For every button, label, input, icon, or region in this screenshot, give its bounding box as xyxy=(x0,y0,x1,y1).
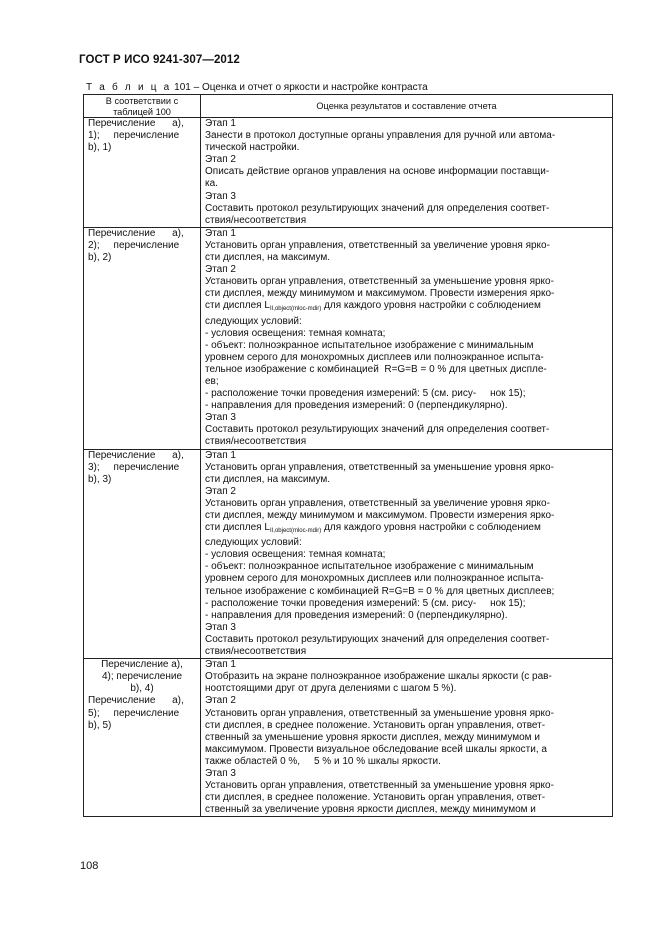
evaluation-line: - расположение точки проведения измерений: 5 (см. рису- нок 15); xyxy=(205,388,526,400)
page-number: 108 xyxy=(80,860,99,872)
evaluation-line: сти дисплея, между минимумом и максимумом. Провести измерения ярко- xyxy=(205,288,555,300)
evaluation-line: Описать действие органов управления на основе информации поставщи- xyxy=(205,166,550,178)
evaluation-line: Установить орган управления, ответственный за уменьшение уровня ярко- xyxy=(205,461,554,473)
evaluation-line: Составить протокол результирующих значений для определения соответ- xyxy=(205,424,550,436)
evaluation-line: Составить протокол результирующих значений для определения соответ- xyxy=(205,202,550,214)
evaluation-line: Отобразить на экране полноэкранное изображение шкалы яркости (с рав- xyxy=(205,671,552,683)
reference-line: b), 4) xyxy=(130,683,154,695)
evaluation-line-text: сти дисплея L xyxy=(205,300,270,312)
evaluation-line: тельное изображение с комбинацией R=G=B = 0 % для цветных дисплеев; xyxy=(205,585,555,597)
caption-prefix: Т а б л и ц а xyxy=(86,82,172,93)
table-header-row xyxy=(84,95,613,118)
evaluation-line: - объект: полноэкранное испытательное изображение с минимальным xyxy=(205,339,534,351)
reference-line: Перечисление а), xyxy=(88,695,184,707)
reference-cell xyxy=(84,227,201,449)
document-header: ГОСТ Р ИСО 9241-307—2012 xyxy=(79,54,240,66)
evaluation-cell xyxy=(201,118,613,228)
evaluation-line: уровнем серого для монохромных дисплеев или полноэкранное испыта- xyxy=(205,351,544,363)
evaluation-line: Этап 3 xyxy=(205,190,236,202)
evaluation-line: следующих условий: xyxy=(205,315,302,327)
reference-line: 2); перечисление xyxy=(88,239,180,251)
evaluation-line: - условия освещения: темная комната; xyxy=(205,327,386,339)
evaluation-line: сти дисплея, на максимум. xyxy=(205,473,331,485)
evaluation-line: сти дисплея, на максимум. xyxy=(205,252,331,264)
evaluation-line: следующих условий: xyxy=(205,537,302,549)
evaluation-line: ствия/несоответствия xyxy=(205,214,307,226)
reference-cell xyxy=(84,118,201,228)
evaluation-line: Этап 3 xyxy=(205,412,236,424)
evaluation-line-text: сти дисплея L xyxy=(205,522,270,534)
evaluation-line-text: для каждого уровня настройки с соблюдением xyxy=(321,300,541,312)
table-row xyxy=(84,659,613,817)
evaluation-line: - направления для проведения измерений: 0 (перпендикулярно). xyxy=(205,400,508,412)
reference-line: b), 5) xyxy=(88,719,112,731)
evaluation-line-text: для каждого уровня настройки с соблюдением xyxy=(321,522,541,534)
evaluation-line: Этап 1 xyxy=(205,227,236,239)
reference-line: 5); перечисление xyxy=(88,707,180,719)
evaluation-cell xyxy=(201,227,613,449)
reference-line: b), 1) xyxy=(88,142,112,154)
evaluation-line: ка. xyxy=(205,178,218,190)
reference-cell xyxy=(84,659,201,817)
reference-line: 1); перечисление xyxy=(88,130,180,142)
reference-line: b), 3) xyxy=(88,473,112,485)
evaluation-line: Этап 1 xyxy=(205,659,236,671)
reference-line: 3); перечисление xyxy=(88,461,180,473)
evaluation-line: Установить орган управления, ответственный за уменьшение уровня ярко- xyxy=(205,780,554,792)
evaluation-line: - условия освещения: темная комната; xyxy=(205,549,386,561)
luminance-subscript: II,object(mloc-mdir) xyxy=(269,528,322,535)
luminance-subscript: II,object(mloc-mdir) xyxy=(269,306,322,313)
evaluation-line: - объект: полноэкранное испытательное изображение с минимальным xyxy=(205,561,534,573)
evaluation-line: тической настройки. xyxy=(205,142,300,154)
evaluation-line: ственный за уменьшение уровня яркости дисплея, между минимумом и xyxy=(205,731,540,743)
evaluation-cell xyxy=(201,659,613,817)
table-row xyxy=(84,227,613,449)
table-caption xyxy=(86,82,428,93)
reference-line: Перечисление а), xyxy=(88,227,184,239)
evaluation-line: также областей 0 %, 5 % и 10 % шкалы яркости. xyxy=(205,755,441,767)
evaluation-line: ственный за увеличение уровня яркости дисплея, между минимумом и xyxy=(205,804,536,816)
evaluation-line: ствия/несоответствия xyxy=(205,646,307,658)
evaluation-line: Занести в протокол доступные органы управления для ручной или автома- xyxy=(205,130,556,142)
evaluation-line: Установить орган управления, ответственный за уменьшение уровня ярко- xyxy=(205,276,554,288)
reference-line: Перечисление а), xyxy=(88,118,184,129)
evaluation-line: Этап 3 xyxy=(205,767,236,779)
reference-line: Перечисление а), xyxy=(101,659,183,671)
reference-line: b), 2) xyxy=(88,252,112,264)
evaluation-line: Этап 2 xyxy=(205,264,236,276)
evaluation-line: Установить орган управления, ответственный за увеличение уровня ярко- xyxy=(205,239,550,251)
evaluation-line: тельное изображение с комбинацией R=G=B = 0 % для цветных диспле- xyxy=(205,363,547,375)
evaluation-line: сти дисплея, в среднее положение. Установить орган управления, ответ- xyxy=(205,792,546,804)
evaluation-line: ев; xyxy=(205,375,219,387)
evaluation-line: ноотстоящими друг от друга делениями с шагом 5 %). xyxy=(205,683,457,695)
evaluation-line: Этап 2 xyxy=(205,485,236,497)
table-row xyxy=(84,118,613,228)
evaluation-cell xyxy=(201,449,613,659)
evaluation-line: Установить орган управления, ответственный за уменьшение уровня ярко- xyxy=(205,707,554,719)
reference-line: Перечисление а), xyxy=(88,449,184,461)
evaluation-line xyxy=(205,522,608,537)
evaluation-line: Этап 3 xyxy=(205,621,236,633)
evaluation-line xyxy=(205,300,608,315)
reference-line: 4); перечисление xyxy=(101,671,183,683)
evaluation-line: - расположение точки проведения измерений: 5 (см. рису- нок 15); xyxy=(205,597,526,609)
column-header-evaluation: Оценка результатов и составление отчета xyxy=(201,95,613,118)
table-row xyxy=(84,449,613,659)
column-header-reference: В соответствии с таблицей 100 xyxy=(84,95,201,118)
evaluation-line: Установить орган управления, ответственный за увеличение уровня ярко- xyxy=(205,497,550,509)
evaluation-line: Этап 1 xyxy=(205,449,236,461)
caption-text: 101 – Оценка и отчет о яркости и настройке контраста xyxy=(171,82,428,93)
evaluation-line: максимумом. Провести визуальное обследование всей шкалы яркости, а xyxy=(205,743,547,755)
reference-cell xyxy=(84,449,201,659)
evaluation-line: Этап 2 xyxy=(205,695,236,707)
evaluation-line: ствия/несоответствия xyxy=(205,436,307,448)
evaluation-line: Составить протокол результирующих значений для определения соответ- xyxy=(205,633,550,645)
evaluation-line: сти дисплея, между минимумом и максимумом. Провести измерения ярко- xyxy=(205,510,555,521)
evaluation-line: уровнем серого для монохромных дисплеев или полноэкранное испыта- xyxy=(205,573,544,585)
evaluation-line: Этап 1 xyxy=(205,118,236,129)
evaluation-line: Этап 2 xyxy=(205,154,236,166)
evaluation-line: сти дисплея, в среднее положение. Установить орган управления, ответ- xyxy=(205,719,546,731)
evaluation-line: - направления для проведения измерений: 0 (перпендикулярно). xyxy=(205,609,508,621)
evaluation-table xyxy=(83,94,613,817)
